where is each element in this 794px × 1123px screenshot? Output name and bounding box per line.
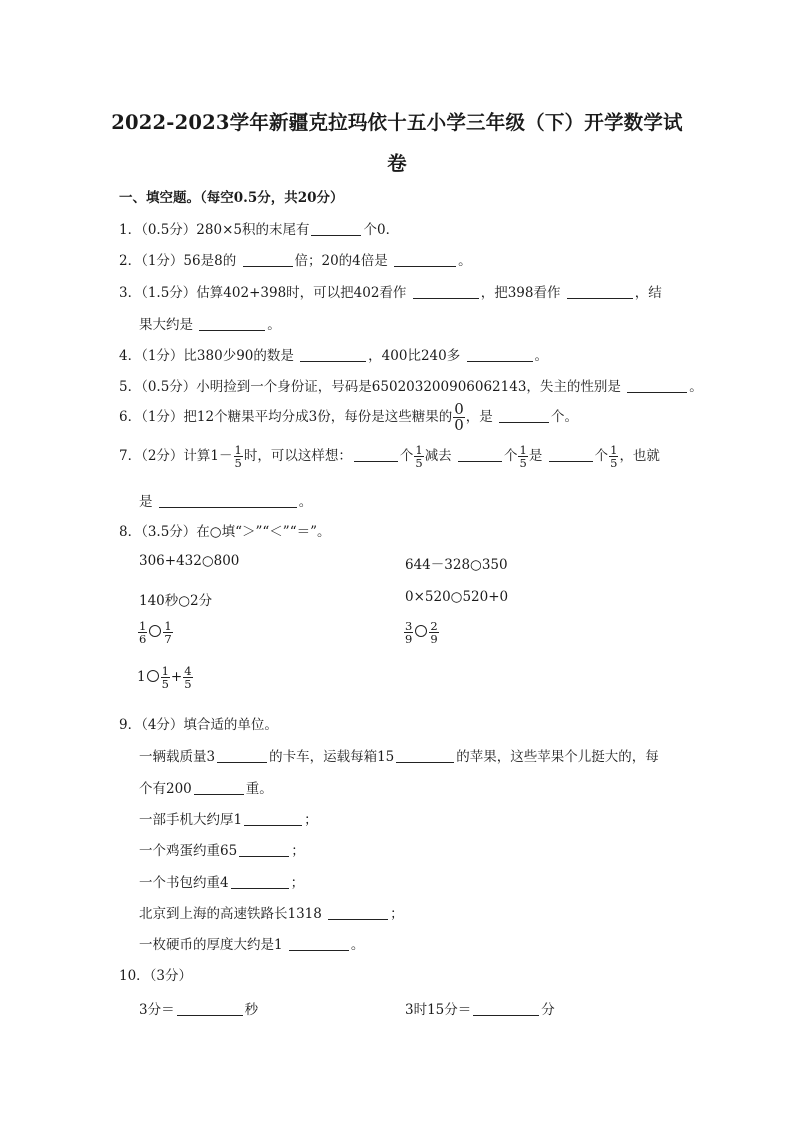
q9-l3-end: ；: [304, 812, 318, 828]
q3-text-end: ，结: [634, 285, 662, 301]
q2-text-mid: 倍；20的4倍是: [294, 253, 388, 269]
q1-blank[interactable]: [311, 222, 361, 236]
question-8: 8．（3.5分）在○填“＞”“＜”“＝”。: [119, 524, 331, 540]
q8-frac-1a: [138, 620, 147, 645]
q7-text: 7．（2分）计算1－: [119, 448, 233, 464]
q8-item-7: [137, 665, 194, 690]
q8-frac-2a-num: 3: [405, 619, 413, 633]
q8-frac-3a-num: 1: [161, 664, 169, 678]
q7-text-t3: 减去: [424, 448, 452, 464]
q9-line-7: [139, 933, 364, 953]
q10-right-unit: 分: [541, 1002, 555, 1018]
question-5: [119, 375, 703, 395]
question-3-line2: [139, 313, 281, 333]
q3-blank-3[interactable]: [199, 317, 265, 331]
q8-frac-2b: [429, 620, 438, 645]
q7-frac1-den: 5: [234, 456, 242, 470]
q7-line2-text: 是: [139, 494, 153, 510]
question-3: [119, 281, 662, 301]
q8-item-6: [403, 620, 440, 645]
q9-line-6: [139, 902, 404, 922]
q5-text: 5．（0.5分）小明捡到一个身份证，号码是650203200906062143，失主的性别是: [119, 379, 621, 395]
q3-text-mid: ，把398看作: [480, 285, 561, 301]
q9-l2-end: 重。: [245, 781, 273, 797]
q7-text-t7: ，也就: [619, 448, 660, 464]
compare-circle[interactable]: [415, 625, 427, 637]
q3-blank-2[interactable]: [567, 285, 633, 299]
q8-frac-1a-den: 6: [139, 632, 147, 646]
q8-item-7-lead: 1: [137, 669, 146, 685]
q7-text-t4: 个: [503, 448, 518, 464]
q10-left-unit: 秒: [244, 1002, 259, 1018]
q6-text-end: 个。: [551, 409, 579, 425]
q8-item-2: 644－328○350: [405, 557, 508, 573]
q9-l7-text: 一枚硬币的厚度大约是1: [139, 937, 283, 953]
q7-text-t1: 时，可以这样想：: [243, 448, 352, 464]
q6-blank[interactable]: [499, 409, 549, 423]
q6-text-mid: ，是: [465, 409, 493, 425]
question-6: [119, 402, 578, 433]
q3-text: 3．（1.5分）估算402+398时，可以把402看作: [119, 285, 407, 301]
q9-l3-text: 一部手机大约厚1: [139, 812, 243, 828]
q8-frac-3b: [183, 665, 192, 690]
question-7: [119, 444, 660, 469]
q4-blank-1[interactable]: [300, 348, 366, 362]
q9-blank-3[interactable]: [194, 781, 244, 795]
q9-l5-text: 一个书包约重4: [139, 875, 229, 891]
q8-frac-1b-num: 1: [164, 619, 172, 633]
question-10: 10．（3分）: [119, 968, 193, 984]
q10-item-2: [405, 998, 555, 1018]
q6-fraction: [453, 402, 465, 433]
q7-blank-4[interactable]: [159, 494, 297, 508]
q8-frac-3a-den: 5: [161, 677, 169, 691]
question-4: [119, 344, 548, 364]
q7-blank-1[interactable]: [354, 448, 398, 462]
q9-l2-text: 个有200: [139, 781, 192, 797]
q7-line2-end: 。: [298, 494, 313, 510]
q9-blank-4[interactable]: [244, 812, 302, 826]
q1-text-end: 个0．: [363, 222, 400, 238]
q9-l6-text: 北京到上海的高速铁路长1318: [139, 906, 322, 922]
q9-line-3: [139, 808, 318, 828]
q9-blank-5[interactable]: [239, 843, 289, 857]
q8-frac-3a: [161, 665, 170, 690]
q7-fraction-2: [414, 444, 423, 469]
q4-blank-2[interactable]: [467, 348, 533, 362]
q9-line-1: [139, 745, 659, 765]
q8-frac-1b-den: 7: [164, 632, 172, 646]
q7-frac3-den: 5: [519, 456, 527, 470]
exam-title-line2: 卷: [387, 152, 407, 175]
q8-frac-2a-den: 9: [405, 632, 413, 646]
q9-l4-text: 一个鸡蛋约重65: [139, 843, 238, 859]
q2-blank-2[interactable]: [394, 253, 456, 267]
section-heading: 一、填空题。（每空0.5分，共20分）: [119, 190, 344, 206]
compare-circle[interactable]: [147, 670, 159, 682]
q2-text-end: 。: [458, 253, 472, 269]
plus-sign: +: [170, 669, 183, 685]
q9-l5-end: ；: [290, 875, 305, 891]
q7-blank-3[interactable]: [549, 448, 593, 462]
q9-l6-end: ；: [390, 906, 404, 922]
q6-fraction-numerator: 0: [454, 400, 464, 418]
q4-text-end: 。: [534, 348, 549, 364]
q9-blank-8[interactable]: [289, 937, 349, 951]
q7-text-t5: 是: [528, 448, 543, 464]
q9-l1-end: 的苹果，这些苹果个儿挺大的，每: [456, 749, 659, 765]
q3-line2-text: 果大约是: [139, 317, 193, 333]
q9-line-2: [139, 777, 273, 797]
q2-text: 2．（1分）56是8的: [119, 253, 237, 269]
q8-item-5: [137, 620, 174, 645]
q8-frac-3b-den: 5: [184, 677, 192, 691]
q4-text-mid: ，400比240多: [368, 348, 461, 364]
q2-blank-1[interactable]: [243, 253, 293, 267]
q9-blank-2[interactable]: [396, 749, 454, 763]
q7-frac4-num: 1: [610, 443, 618, 457]
q10-right-text: 3时15分＝: [405, 1002, 472, 1018]
q7-frac4-den: 5: [610, 456, 618, 470]
q8-frac-1a-num: 1: [139, 619, 147, 633]
q6-fraction-denominator: 0: [454, 416, 464, 434]
q10-item-1: [139, 998, 258, 1018]
q1-text: 1．（0.5分）280×5积的末尾有: [119, 222, 310, 238]
q5-text-end: 。: [689, 379, 703, 395]
q3-line2-end: 。: [267, 317, 281, 333]
q8-frac-2a: [404, 620, 413, 645]
q7-frac2-num: 1: [415, 443, 423, 457]
q8-item-4: 0×520○520+0: [405, 589, 509, 605]
q8-item-1: 306+432○800: [139, 553, 240, 569]
q8-frac-2b-den: 9: [430, 632, 438, 646]
question-1: [119, 218, 399, 238]
q8-item-3: 140秒○2分: [139, 593, 213, 609]
q3-blank-1[interactable]: [413, 285, 479, 299]
q9-l7-end: 。: [350, 937, 365, 953]
exam-title-line1: 2022-2023学年新疆克拉玛依十五小学三年级（下）开学数学试: [111, 111, 683, 134]
q9-blank-6[interactable]: [231, 875, 289, 889]
q10-blank-1[interactable]: [177, 1002, 243, 1016]
question-9: 9．（4分）填合适的单位。: [119, 717, 278, 733]
q5-blank[interactable]: [627, 379, 687, 393]
q7-frac2-den: 5: [415, 456, 423, 470]
q10-blank-2[interactable]: [473, 1002, 539, 1016]
q9-l1-mid: 的卡车，运载每箱15: [269, 749, 395, 765]
q8-frac-1b: [163, 620, 172, 645]
q8-frac-2b-num: 2: [430, 619, 438, 633]
q7-text-t6: 个: [594, 448, 609, 464]
q8-frac-3b-num: 4: [184, 664, 192, 678]
q9-blank-7[interactable]: [328, 906, 388, 920]
q7-fraction-1: [234, 444, 243, 469]
q9-l1-text: 一辆载质量3: [139, 749, 216, 765]
q6-text: 6．（1分）把12个糖果平均分成3份，每份是这些糖果的: [119, 409, 453, 425]
q7-frac3-num: 1: [519, 443, 527, 457]
q10-left-text: 3分＝: [139, 1002, 175, 1018]
q7-fraction-3: [518, 444, 527, 469]
question-7-line2: [139, 490, 312, 510]
q9-l4-end: ；: [291, 843, 305, 859]
q7-blank-2[interactable]: [458, 448, 502, 462]
q7-frac1-num: 1: [234, 443, 242, 457]
q7-fraction-4: [609, 444, 618, 469]
q9-line-5: [139, 871, 304, 891]
question-2: [119, 249, 472, 269]
q7-text-t2: 个: [399, 448, 414, 464]
q4-text: 4．（1分）比380少90的数是: [119, 348, 294, 364]
q9-blank-1[interactable]: [217, 749, 267, 763]
compare-circle[interactable]: [149, 625, 161, 637]
q9-line-4: [139, 839, 305, 859]
